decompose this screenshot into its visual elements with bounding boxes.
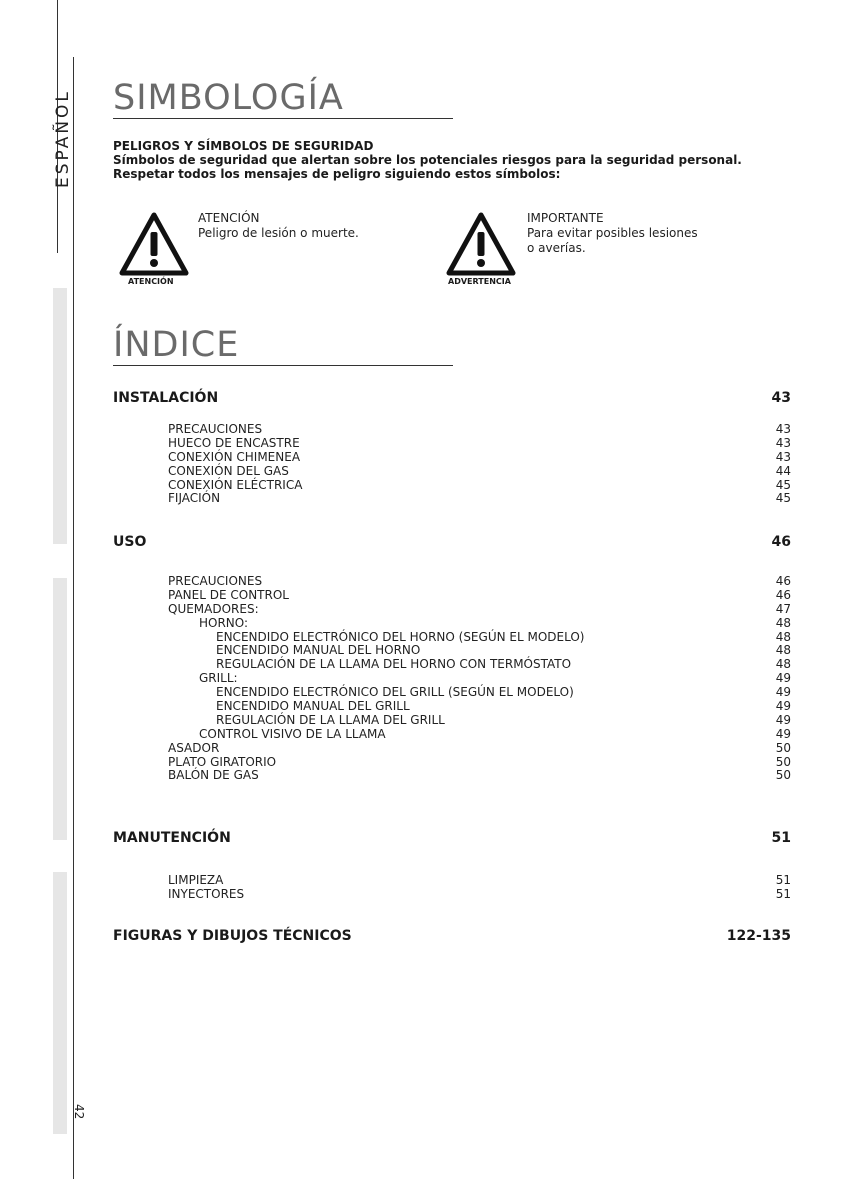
toc-item [168,728,791,742]
warning-title: IMPORTANTE [527,211,604,225]
margin-bar [53,578,67,840]
section-title-simbologia: SIMBOLOGÍA [113,78,453,119]
toc-item-label: ENCENDIDO ELECTRÓNICO DEL GRILL (SEGÚN EL MODELO) [216,685,574,700]
toc-item-page: 49 [775,685,791,700]
toc-item-page: 43 [775,449,791,464]
toc-item-label: BALÓN DE GAS [168,768,259,783]
safety-line-1: Símbolos de seguridad que alertan sobre los potenciales riesgos para la seguridad personal. [113,153,742,167]
toc-item-page: 50 [775,740,791,755]
warning-description: o averías. [527,241,586,255]
toc-list-maintenance [168,874,791,902]
toc-section-figures [113,928,791,944]
toc-item-page: 45 [775,491,791,506]
toc-item-page: 49 [775,712,791,727]
toc-item-page: 47 [775,601,791,616]
toc-item-page: 46 [775,587,791,602]
warning-text-attention [198,211,359,241]
toc-section-title: USO [113,534,147,550]
toc-item [168,437,791,451]
toc-item-label: ENCENDIDO MANUAL DEL HORNO [216,643,421,658]
toc-item-label: INYECTORES [168,886,245,901]
toc-section-page: 51 [771,830,791,846]
toc-section-installation [113,390,791,406]
toc-item-page: 43 [775,435,791,450]
toc-item [168,658,791,672]
toc-item-label: PANEL DE CONTROL [168,587,289,602]
toc-item [168,756,791,770]
toc-item-label: PRECAUCIONES [168,574,263,588]
toc-item [168,603,791,617]
toc-item-label: CONEXIÓN DEL GAS [168,463,289,478]
page-number: 42 [72,1104,86,1120]
safety-heading: PELIGROS Y SÍMBOLOS DE SEGURIDAD [113,139,374,153]
toc-item-label: CONEXIÓN ELÉCTRICA [168,477,303,492]
toc-item-label: PLATO GIRATORIO [168,754,277,769]
toc-section-page: 122-135 [726,928,791,944]
toc-section-page: 43 [771,390,791,406]
toc-item-page: 49 [775,671,791,686]
toc-item [168,479,791,493]
toc-item-label: GRILL: [199,671,238,686]
toc-item-label: LIMPIEZA [168,873,224,887]
toc-item-label: ENCENDIDO MANUAL DEL GRILL [216,699,410,714]
toc-item-page: 46 [775,574,791,588]
toc-item [168,769,791,783]
warning-icon-caption: ATENCIÓN [128,277,174,286]
toc-item-label: ENCENDIDO ELECTRÓNICO DEL HORNO (SEGÚN EL MODELO) [216,629,585,644]
toc-item [168,686,791,700]
toc-item-label: PRECAUCIONES [168,422,263,436]
toc-section-title: MANUTENCIÓN [113,830,231,846]
toc-item [168,700,791,714]
toc-item [168,874,791,888]
warning-icon-caption: ADVERTENCIA [448,277,511,286]
safety-line-2: Respetar todos los mensajes de peligro siguiendo estos símbolos: [113,167,561,181]
toc-section-use [113,534,791,550]
toc-item [168,423,791,437]
toc-item-page: 45 [775,477,791,492]
toc-item-label: ASADOR [168,740,220,755]
warning-triangle-icon [119,212,189,276]
toc-section-maintenance [113,830,791,846]
toc-item-page: 51 [775,873,791,887]
toc-item-page: 49 [775,726,791,741]
toc-item-page: 50 [775,754,791,769]
toc-section-title: INSTALACIÓN [113,390,219,406]
section-title-indice: ÍNDICE [113,325,453,366]
toc-item-label: FIJACIÓN [168,491,221,506]
toc-item [168,631,791,645]
toc-item-label: REGULACIÓN DE LA LLAMA DEL GRILL [216,712,445,727]
toc-item-label: HORNO: [199,615,249,630]
toc-item-page: 48 [775,615,791,630]
warning-title: ATENCIÓN [198,211,260,225]
toc-section-page: 46 [771,534,791,550]
toc-item-label: REGULACIÓN DE LA LLAMA DEL HORNO CON TERMÓSTATO [216,657,572,672]
toc-item-page: 44 [775,463,791,478]
safety-intro [113,139,742,181]
toc-item [168,451,791,465]
margin-rule [73,57,74,1179]
toc-item-label: QUEMADORES: [168,601,259,616]
toc-item-label: CONTROL VISIVO DE LA LLAMA [199,726,386,741]
toc-item-page: 50 [775,768,791,783]
margin-bar [53,872,67,1134]
warning-text-important [527,211,698,256]
toc-section-title: FIGURAS Y DIBUJOS TÉCNICOS [113,928,352,944]
toc-list-installation [168,423,791,506]
toc-item-page: 48 [775,643,791,658]
margin-bar [53,288,67,544]
toc-item-page: 48 [775,629,791,644]
warning-description: Para evitar posibles lesiones [527,226,698,240]
toc-item [168,492,791,506]
toc-item [168,617,791,631]
toc-item [168,575,791,589]
toc-item-page: 48 [775,657,791,672]
toc-item [168,888,791,902]
toc-item-page: 43 [775,422,791,436]
language-tab-label: ESPAÑOL [53,89,73,188]
toc-item [168,589,791,603]
toc-item [168,742,791,756]
toc-item [168,465,791,479]
toc-item-page: 49 [775,699,791,714]
toc-item-label: HUECO DE ENCASTRE [168,435,300,450]
warning-description: Peligro de lesión o muerte. [198,226,359,240]
warning-triangle-icon [446,212,516,276]
toc-item-page: 51 [775,886,791,901]
toc-item-label: CONEXIÓN CHIMENEA [168,449,301,464]
toc-list-use [168,575,791,783]
toc-item [168,714,791,728]
